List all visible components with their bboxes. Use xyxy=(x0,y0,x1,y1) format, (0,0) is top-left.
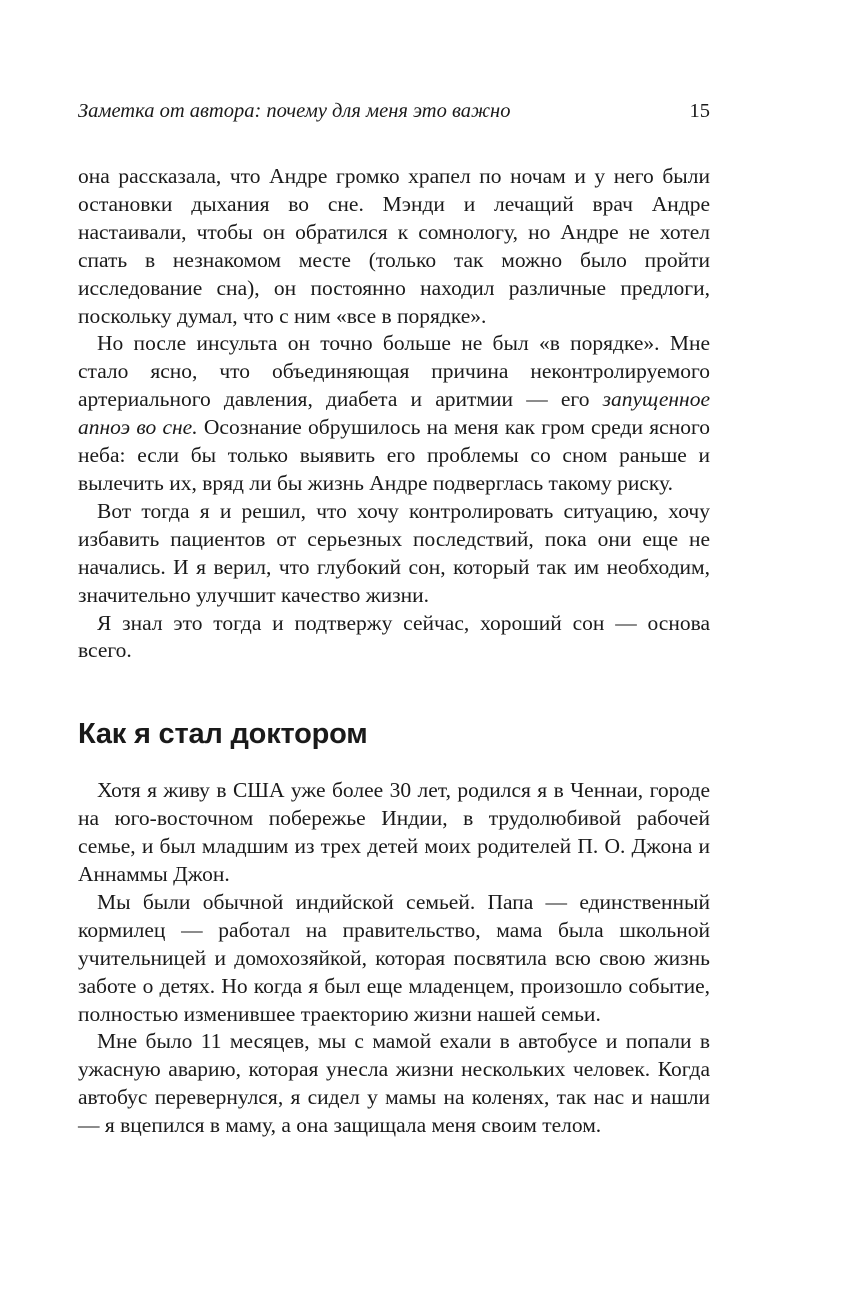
paragraph-text-before: Но после инсульта он точно больше не был «в порядке». Мне стало ясно, что объединяющая причина неконтролируемого артериального давления, диабета и аритмии — его xyxy=(78,331,710,412)
paragraph-birthplace: Хотя я живу в США уже более 30 лет, родился я в Ченнаи, городе на юго-восточном побережье Индии, в трудолюбивой рабочей семье, и был младшим из трех детей моих родителей П. О. Джона и Аннаммы Джон. xyxy=(78,778,710,887)
paragraph-stroke-realization xyxy=(78,330,710,497)
running-title: Заметка от автора: почему для меня это важно xyxy=(78,100,511,122)
paragraph-text-after: Осознание обрушилось на меня как гром среди ясного неба: если бы только выявить его проблемы со сном раньше и вылечить их, вряд ли бы жизнь Андре подверглась такому риску. xyxy=(78,415,710,495)
paragraph-decision: Вот тогда я и решил, что хочу контролировать ситуацию, хочу избавить пациентов от серьезных последствий, пока они еще не начались. И я верил, что глубокий сон, который так им необходим, значительно улучшит качество жизни. xyxy=(78,498,710,607)
page-body xyxy=(78,163,710,1140)
paragraph-family: Мы были обычной индийской семьей. Папа — единственный кормилец — работал на правительство, мама была школьной учительницей и домохозяйкой, которая посвятила всю свою жизнь заботе о детях. Но когда я был еще младенцем, произошло событие, полностью изменившее траекторию жизни нашей семьи. xyxy=(78,889,710,1026)
running-header xyxy=(78,96,710,126)
emphasis-text: запущенное апноэ во сне. xyxy=(78,387,710,440)
paragraph-continued: она рассказала, что Андре громко храпел по ночам и у него были остановки дыхания во сне. Мэнди и лечащий врач Андре настаивали, чтобы он обратился к сомнологу, но Андре не хотел спать в незнакомом месте (только так можно было пройти исследование сна), он постоянно находил различные предлоги, поскольку думал, что с ним «все в порядке». xyxy=(78,164,710,328)
section-heading: Как я стал доктором xyxy=(78,718,368,751)
paragraph-bus-accident: Мне было 11 месяцев, мы с мамой ехали в автобусе и попали в ужасную аварию, которая унесла жизни нескольких человек. Когда автобус перевернулся, я сидел у мамы на коленях, так нас и нашли — я вцепился в маму, а она защищала меня своим телом. xyxy=(78,1029,710,1138)
paragraph-good-sleep: Я знал это тогда и подтвержу сейчас, хороший сон — основа всего. xyxy=(78,610,710,663)
page-number: 15 xyxy=(689,100,710,122)
